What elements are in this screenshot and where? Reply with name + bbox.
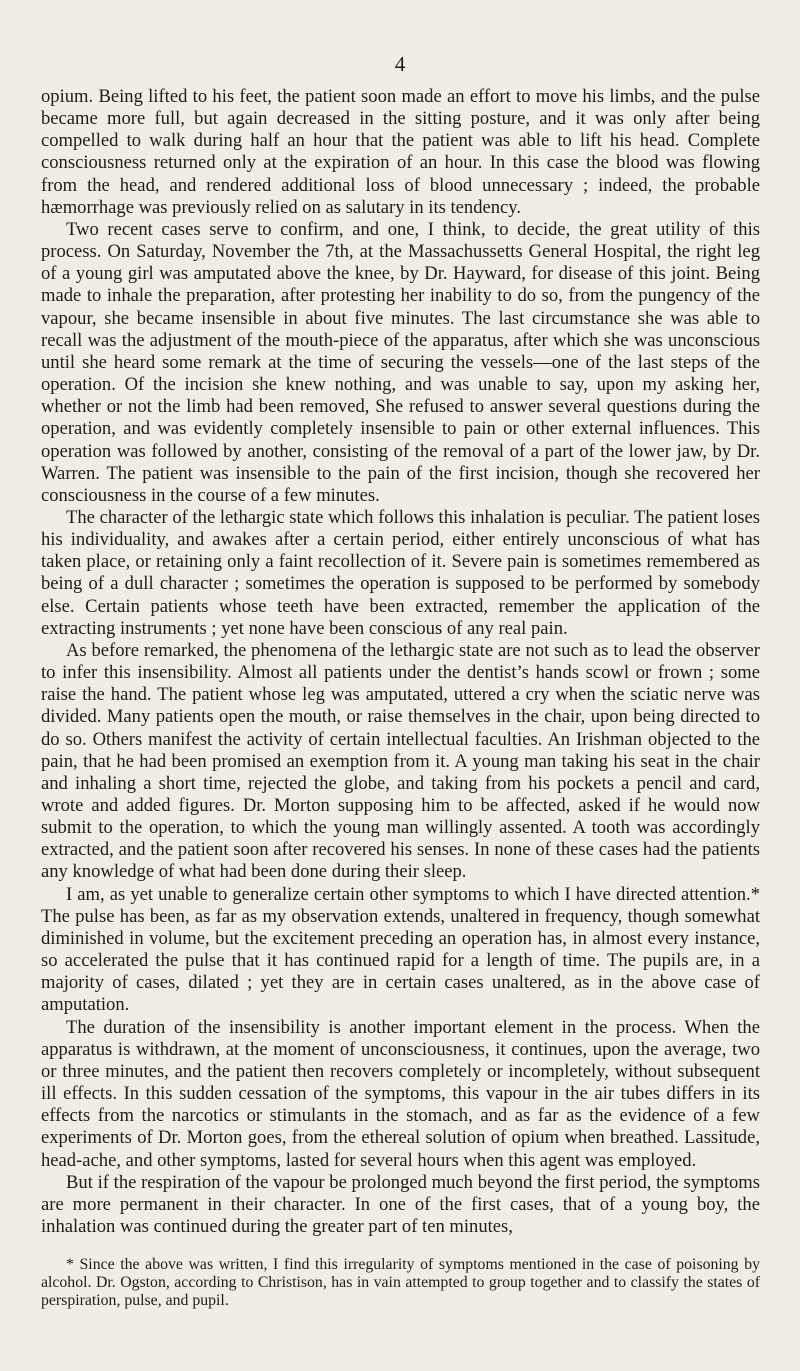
paragraph-7: But if the respiration of the vapour be prolonged much beyond the first period, the symptoms are more permanent in their character. In one of the first cases, that of a young boy, the inhalation was continued during the greater part of ten minutes, xyxy=(41,1171,760,1237)
paragraph-1: opium. Being lifted to his feet, the patient soon made an effort to move his limbs, and the pulse became more full, but again decreased in the sitting posture, and it was only after being compelled to walk during half an hour that the patient was able to lift his head. Complete consciousness returned only at the expiration of an hour. In this case the blood was flowing from the head, and rendered additional loss of blood unnecessary ; indeed, the probable hæmorrhage was previously relied on as salutary in its tendency. xyxy=(41,86,760,218)
paragraph-3: The character of the lethargic state which follows this inhalation is peculiar. The patient loses his individuality, and awakes after a certain period, either entirely unconscious of what has taken place, or retaining only a faint recollection of it. Severe pain is sometimes remembered as being of a dull character ; sometimes the operation is supposed to be performed by somebody else. Certain patients whose teeth have been extracted, remember the application of the extracting instruments ; yet none have been conscious of any real pain. xyxy=(41,506,760,639)
paragraph-6: The duration of the insensibility is another important element in the process. When the apparatus is withdrawn, at the moment of unconsciousness, it continues, upon the average, two or three minutes, and the patient then recovers completely or incompletely, without subsequent ill effects. In this sudden cessation of the symptoms, this vapour in the air tubes differs in its effects from the narcotics or stimulants in the stomach, and as far as the evidence of a few experiments of Dr. Morton goes, from the ethereal solution of opium when breathed. Lassitude, head-ache, and other symptoms, lasted for several hours when this agent was employed. xyxy=(41,1016,760,1171)
page-number: 4 xyxy=(394,52,406,76)
paragraph-4: As before remarked, the phenomena of the lethargic state are not such as to lead the observer to infer this insensibility. Almost all patients under the dentist’s hands scowl or frown ; some raise the hand. The patient whose leg was amputated, uttered a cry when the sciatic nerve was divided. Many patients open the mouth, or raise themselves in the chair, upon being directed to do so. Others manifest the activity of certain intellectual faculties. An Irishman objected to the pain, that he had been promised an exemption from it. A young man taking his seat in the chair and inhaling a short time, rejected the globe, and taking from his pockets a pencil and card, wrote and added figures. Dr. Morton supposing him to be affected, asked if he would now submit to the operation, to which the young man willingly assented. A tooth was accordingly extracted, and the patient soon after recovered his senses. In none of these cases had the patients any knowledge of what had been done during their sleep. xyxy=(41,639,760,883)
footnote-text: * Since the above was written, I find this irregularity of symptoms mentioned in the case of poisoning by alcohol. Dr. Ogston, according to Christison, has in vain attempted to group together and to classify the states of perspiration, pulse, and pupil. xyxy=(41,1256,760,1310)
paragraph-2: Two recent cases serve to confirm, and one, I think, to decide, the great utility of this process. On Saturday, November the 7th, at the Massachussetts General Hospital, the right leg of a young girl was amputated above the knee, by Dr. Hayward, for disease of this joint. Being made to inhale the preparation, after protesting her inability to do so, from the pungency of the vapour, she became insensible in about five minutes. The last circumstance she was able to recall was the adjustment of the mouth-piece of the apparatus, after which she was unconscious until she heard some remark at the time of securing the vessels—one of the last steps of the operation. Of the incision she knew nothing, and was unable to say, upon my asking her, whether or not the limb had been removed, She refused to answer several questions during the operation, and was evidently completely insensible to pain or other external influences. This operation was followed by another, consisting of the removal of a part of the lower jaw, by Dr. Warren. The patient was insensible to the pain of the first incision, though she recovered her consciousness in the course of a few minutes. xyxy=(41,218,760,506)
footnote xyxy=(41,1256,760,1310)
paragraph-5: I am, as yet unable to generalize certain other symptoms to which I have directed attention.* The pulse has been, as far as my observation extends, unaltered in frequency, though somewhat diminished in volume, but the excitement preceding an operation has, in almost every instance, so accelerated the pulse that it has continued rapid for a length of time. The pupils are, in a majority of cases, dilated ; yet they are in certain cases unaltered, as in the above case of amputation. xyxy=(41,883,760,1016)
body-text xyxy=(41,86,760,1238)
